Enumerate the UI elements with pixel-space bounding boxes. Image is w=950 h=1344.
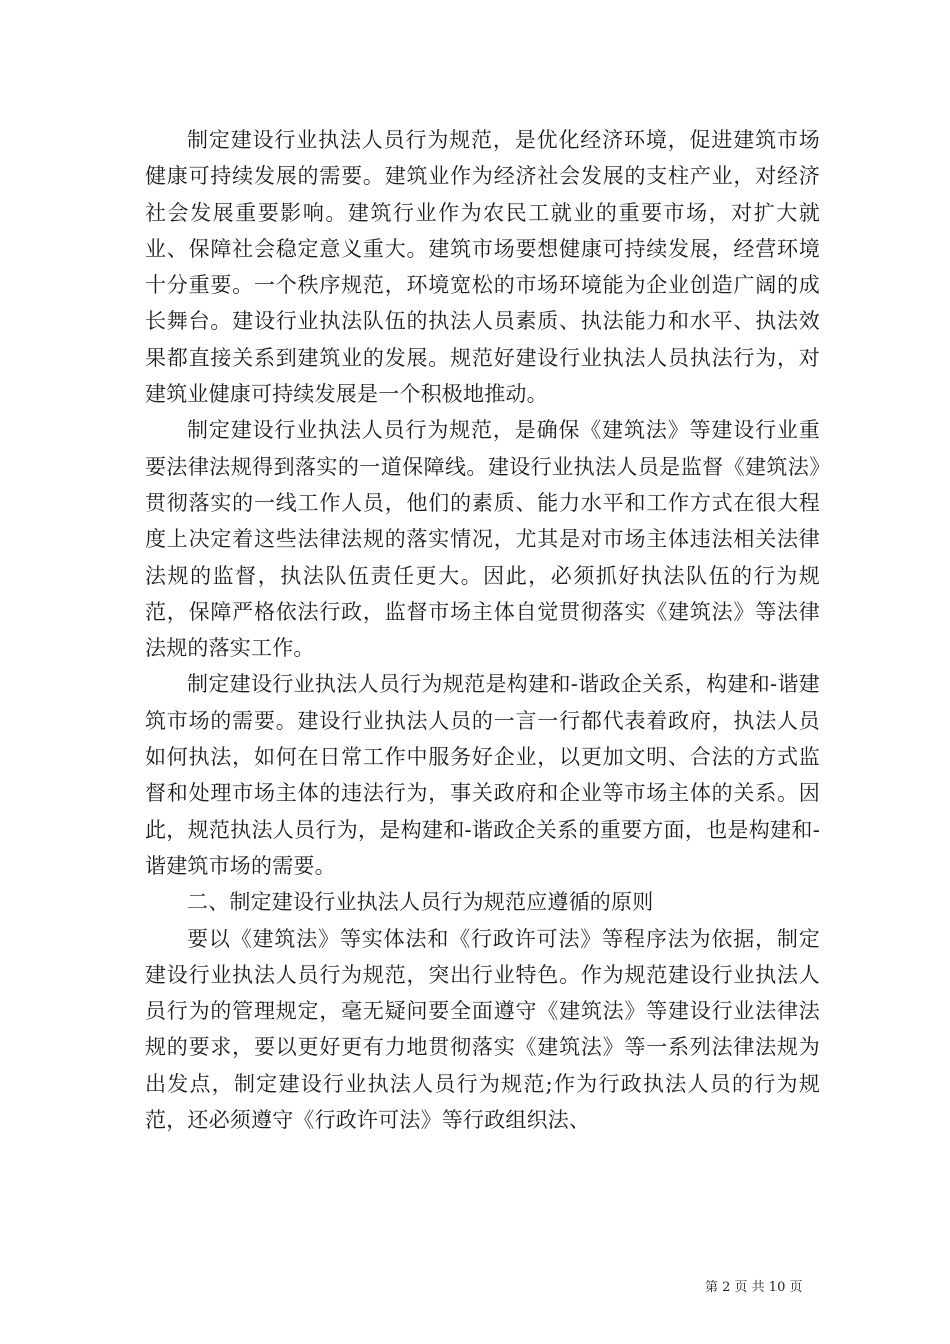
page-number-footer: 第 2 页 共 10 页 (705, 1280, 803, 1295)
paragraph-1: 制定建设行业执法人员行为规范，是优化经济环境，促进建筑市场健康可持续发展的需要。建筑业作为经济社会发展的支柱产业，对经济社会发展重要影响。建筑行业作为农民工就业的重要市场，对扩大就业、保障社会稳定意义重大。建筑市场要想健康可持续发展，经营环境十分重要。一个秩序规范，环境宽松的市场环境能为企业创造广阔的成长舞台。建设行业执法队伍的执法人员素质、执法能力和水平、执法效果都直接关系到建筑业的发展。规范好建设行业执法人员执法行为，对建筑业健康可持续发展是一个积极地推动。 (145, 128, 820, 407)
paragraph-4: 要以《建筑法》等实体法和《行政许可法》等程序法为依据，制定建设行业执法人员行为规范，突出行业特色。作为规范建设行业执法人员行为的管理规定，毫无疑问要全面遵守《建筑法》等建设行业法律法规的要求，要以更好更有力地贯彻落实《建筑法》等一系列法律法规为出发点，制定建设行业执法人员行为规范;作为行政执法人员的行为规范，还必须遵守《行政许可法》等行政组织法、 (145, 926, 820, 1133)
document-body (145, 122, 820, 1138)
paragraph-3: 制定建设行业执法人员行为规范是构建和-谐政企关系，构建和-谐建筑市场的需要。建设行业执法人员的一言一行都代表着政府，执法人员如何执法，如何在日常工作中服务好企业，以更加文明、合法的方式监督和处理市场主体的违法行为，事关政府和企业等市场主体的关系。因此，规范执法人员行为，是构建和-谐政企关系的重要方面，也是构建和-谐建筑市场的需要。 (145, 672, 820, 878)
section-heading: 二、制定建设行业执法人员行为规范应遵循的原则 (187, 890, 654, 915)
paragraph-2: 制定建设行业执法人员行为规范，是确保《建筑法》等建设行业重要法律法规得到落实的一道保障线。建设行业执法人员是监督《建筑法》贯彻落实的一线工作人员，他们的素质、能力水平和工作方式在很大程度上决定着这些法律法规的落实情况，尤其是对市场主体违法相关法律法规的监督，执法队伍责任更大。因此，必须抓好执法队伍的行为规范，保障严格依法行政，监督市场主体自觉贯彻落实《建筑法》等法律法规的落实工作。 (145, 418, 820, 661)
